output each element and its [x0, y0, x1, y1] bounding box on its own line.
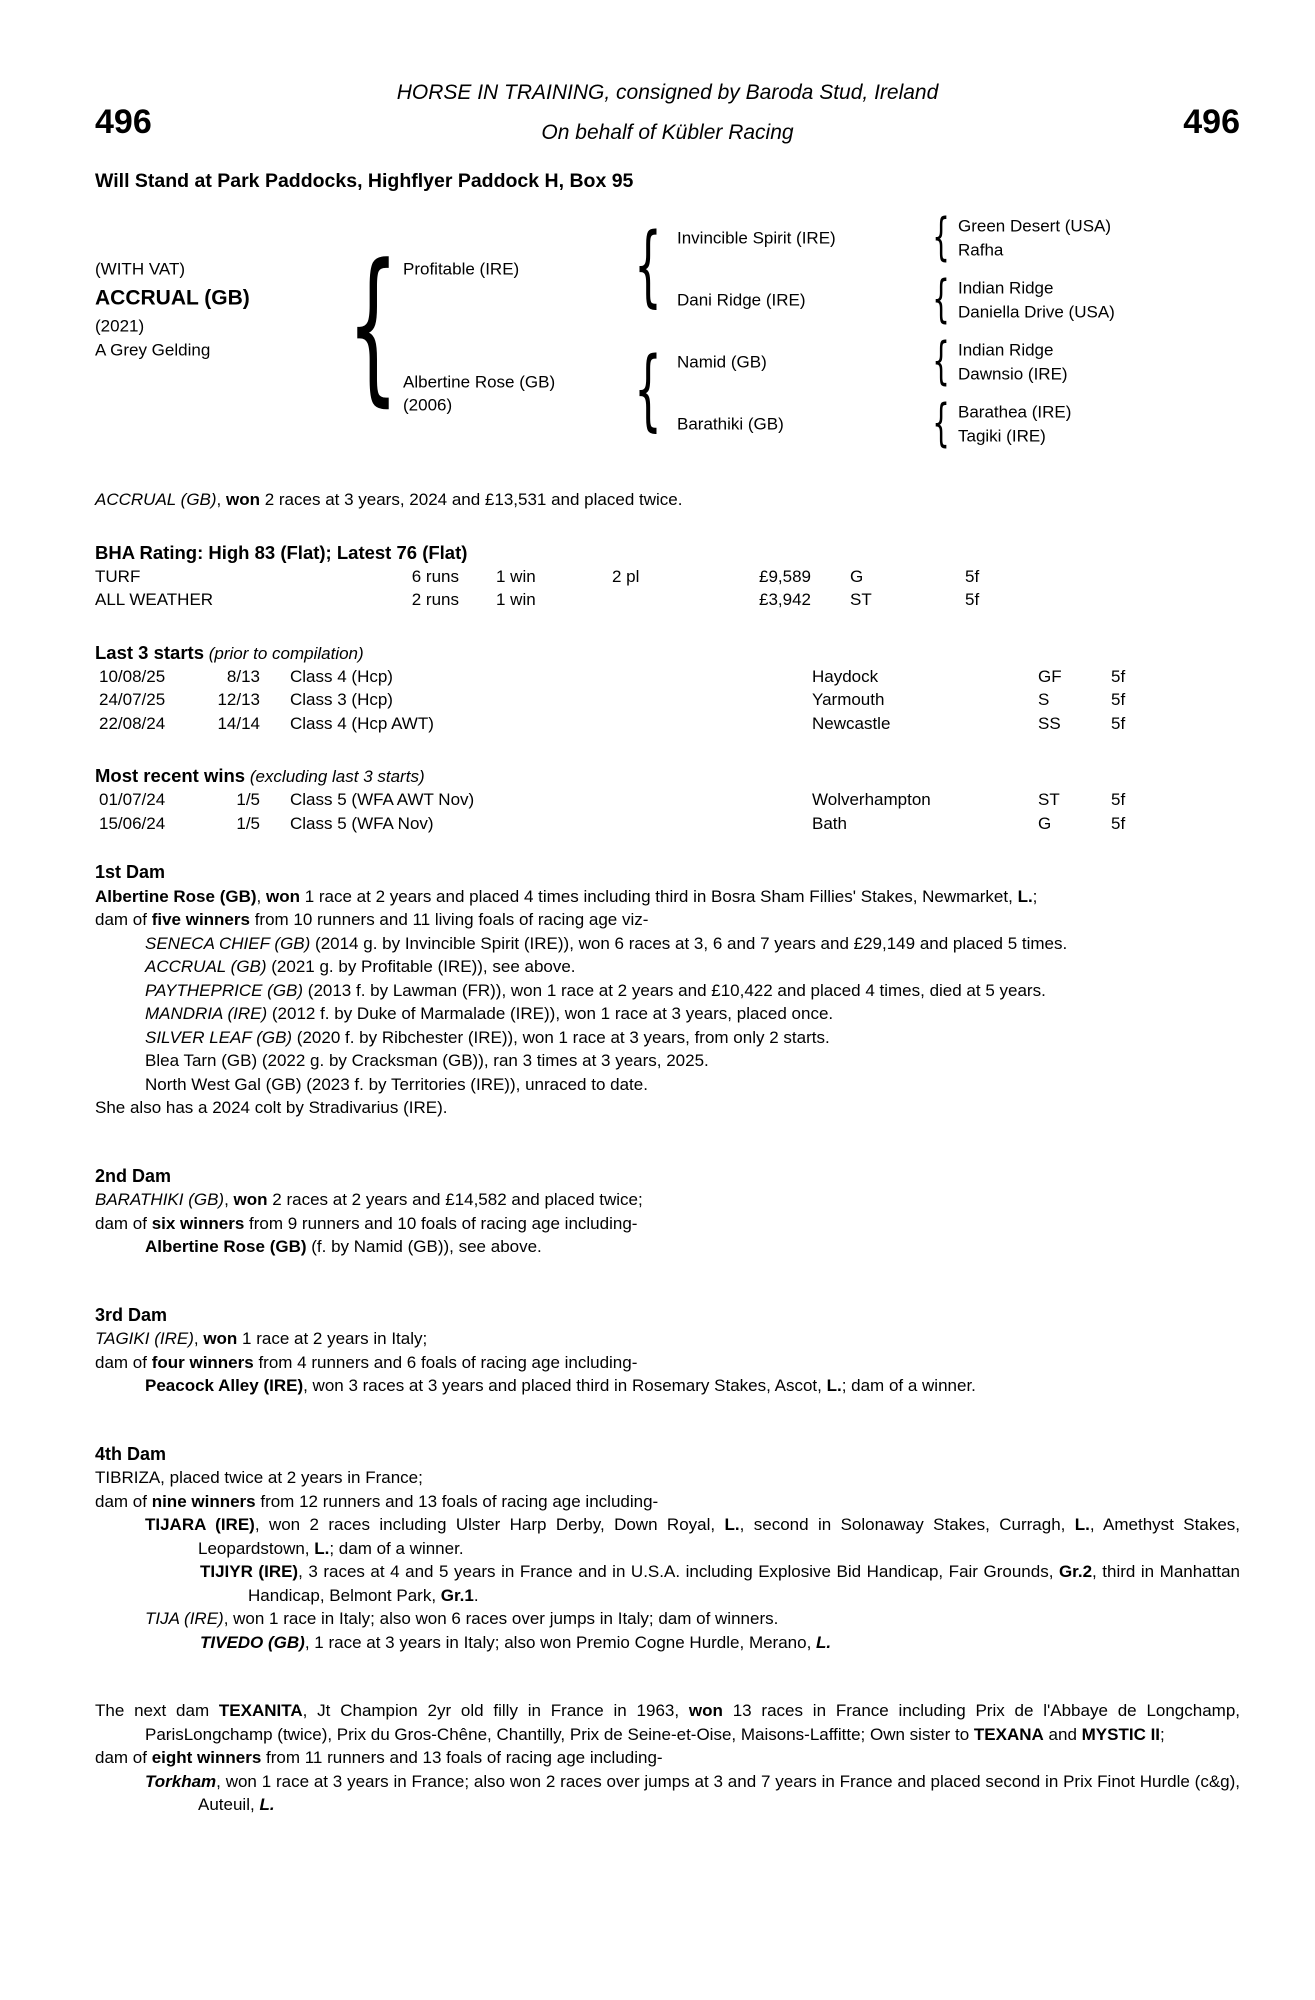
text-run: eight winners [151, 1748, 262, 1767]
finish-position: 12/13 [217, 690, 260, 709]
going-code: ST [1038, 790, 1060, 809]
consignor-line: HORSE IN TRAINING, consigned by Baroda Stud, Ireland [396, 81, 939, 104]
race-row [95, 665, 1240, 689]
text-run: L. [724, 1515, 740, 1534]
race-row [95, 712, 1240, 736]
text-run: TIBRIZA, placed twice at 2 years in France; [95, 1468, 423, 1487]
earnings-value: £3,942 [759, 590, 811, 609]
section-paragraph [95, 1770, 1240, 1817]
text-run: TEXANITA [218, 1701, 303, 1720]
text-run: (2013 f. by Lawman (FR)), won 1 race at 2 years and £10,422 and placed 4 times, died at 5 years. [303, 980, 1046, 1000]
distance-value: 5f [965, 590, 980, 609]
race-class: Class 5 (WFA AWT Nov) [290, 790, 475, 809]
text-run: PAYTHEPRICE (GB) [145, 980, 304, 1000]
race-class: Class 4 (Hcp) [290, 666, 393, 686]
text-run: TIJA (IRE) [145, 1609, 224, 1628]
bha-row [95, 565, 1240, 589]
text-run: from 9 runners and 10 foals of racing age including- [244, 1213, 638, 1233]
race-row [95, 812, 1240, 836]
text-run: ; dam of a winner. [329, 1538, 464, 1558]
distance-value: 5f [1111, 690, 1126, 709]
pedigree-great-grandparent: Rafha [958, 239, 1004, 259]
text-run: won [233, 1190, 268, 1209]
text-run: ACCRUAL (GB) [145, 957, 267, 976]
text-run: L. [1017, 886, 1033, 906]
distance-value: 5f [1111, 713, 1126, 733]
earnings-value: £9,589 [759, 566, 811, 586]
finish-position: 8/13 [226, 666, 260, 686]
text-run: , won 1 race at 3 years in France; also won 2 races over jumps at 3 and 7 years in France and placed second in Prix Finot Hurdle (c&g), Auteuil, [198, 1771, 1240, 1814]
pedigree-brace-gg4 [932, 396, 950, 447]
text-run: MYSTIC II [1081, 1724, 1161, 1744]
text-run: Gr.1 [440, 1585, 474, 1605]
pedigree-dam-year: (2006) [403, 394, 453, 414]
text-run: from 4 runners and 6 foals of racing age including- [253, 1352, 638, 1372]
pedigree-section [95, 1304, 1240, 1398]
racecourse: Haydock [812, 666, 879, 686]
page-header [95, 0, 1240, 146]
last-starts-note: (prior to compilation) [204, 643, 364, 663]
text-run: dam of [95, 1213, 152, 1233]
section-paragraph [95, 1026, 1240, 1050]
text-run: ; dam of a winner. [841, 1376, 976, 1395]
going-code: S [1038, 690, 1050, 709]
text-run: (f. by Namid (GB)), see above. [306, 1237, 542, 1256]
pedigree-brace-gen1 [347, 242, 399, 408]
section-paragraph [95, 1188, 1240, 1212]
surface-label: TURF [95, 566, 141, 586]
text-run: TIVEDO (GB) [200, 1632, 305, 1652]
text-run: (2021 g. by Profitable (IRE)), see above. [266, 957, 576, 976]
lot-number-left: 496 [95, 103, 152, 141]
race-date: 01/07/24 [99, 790, 166, 809]
text-run: 2 races at 3 years, 2024 and £13,531 and placed twice. [260, 489, 683, 509]
text-run: , [216, 489, 226, 509]
pedigree-great-grandparent: Indian Ridge [958, 339, 1054, 359]
text-run: SENECA CHIEF (GB) [145, 933, 311, 953]
text-run: six winners [151, 1213, 245, 1233]
race-row [95, 688, 1240, 712]
text-run: L. [259, 1795, 275, 1814]
recent-wins-heading: Most recent wins [95, 765, 246, 786]
section-paragraph [95, 1351, 1240, 1375]
going-code: SS [1038, 713, 1061, 733]
text-run: , [256, 886, 266, 906]
pedigree-section [95, 1165, 1240, 1259]
text-run: L. [826, 1376, 842, 1395]
distance-value: 5f [1111, 790, 1126, 809]
going-code: G [1038, 813, 1052, 833]
surface-label: ALL WEATHER [95, 590, 214, 609]
pedigree-great-grandparent: Daniella Drive (USA) [958, 301, 1115, 321]
text-run: 1 race at 2 years and placed 4 times including third in Bosra Sham Fillies' Stakes, Newmarket, [299, 886, 1018, 906]
pedigree-great-grandparent: Dawnsio (IRE) [958, 363, 1068, 383]
text-run: The next dam [95, 1701, 219, 1720]
racecourse: Wolverhampton [812, 790, 931, 809]
section-paragraph [95, 1560, 1240, 1607]
horse-description: A Grey Gelding [95, 339, 211, 359]
text-run: Torkham [145, 1771, 217, 1791]
text-run: Albertine Rose (GB) [95, 886, 257, 906]
text-run: , Jt Champion 2yr old filly in France in 1963, [302, 1701, 689, 1720]
text-run: won [203, 1329, 238, 1348]
distance-value: 5f [965, 566, 980, 586]
section-paragraph [95, 1490, 1240, 1514]
text-run: . [473, 1585, 479, 1605]
text-run: L. [314, 1538, 330, 1558]
recent-wins-block [95, 764, 1240, 835]
section-paragraph [95, 1212, 1240, 1236]
race-record-summary [95, 488, 1240, 512]
section-paragraph [95, 955, 1240, 979]
text-run: She also has a 2024 colt by Stradivarius (IRE). [95, 1098, 448, 1117]
section-paragraph [95, 1746, 1240, 1770]
text-run: , won 1 race in Italy; also won 6 races over jumps in Italy; dam of winners. [223, 1609, 779, 1628]
going-code: GF [1038, 666, 1062, 686]
race-class: Class 5 (WFA Nov) [290, 813, 434, 833]
text-run: , 3 races at 4 and 5 years in France and in U.S.A. including Explosive Bid Handicap, Fair Grounds, [298, 1562, 1059, 1581]
section-paragraph [95, 932, 1240, 956]
text-run: won [226, 489, 260, 509]
distance-value: 5f [1111, 666, 1126, 686]
text-run: nine winners [151, 1491, 256, 1511]
section-heading: 4th Dam [95, 1443, 167, 1464]
text-run: (2014 g. by Invincible Spirit (IRE)), won 6 races at 3, 6 and 7 years and £29,149 and placed 5 times. [310, 933, 1068, 953]
pedigree-grandparent: Invincible Spirit (IRE) [677, 227, 836, 247]
pedigree-great-grandparent: Indian Ridge [958, 277, 1054, 297]
race-class: Class 4 (Hcp AWT) [290, 713, 434, 733]
finish-position: 1/5 [236, 790, 260, 809]
race-date: 22/08/24 [99, 713, 166, 733]
bha-rating-block [95, 541, 1240, 612]
pedigree-great-grandparent: Barathea (IRE) [958, 401, 1072, 421]
finish-position: 14/14 [217, 713, 260, 733]
last-starts-block [95, 641, 1240, 736]
racecourse: Newcastle [812, 713, 891, 733]
section-paragraph [95, 1327, 1240, 1351]
text-run: Peacock Alley (IRE) [145, 1376, 304, 1395]
pedigree-table [95, 212, 1240, 452]
on-behalf-line: On behalf of Kübler Racing [541, 121, 794, 144]
section-paragraph [95, 979, 1240, 1003]
section-paragraph [95, 1699, 1240, 1746]
text-run: MANDRIA (IRE) [145, 1004, 268, 1023]
section-paragraph [95, 1073, 1240, 1097]
going-code: ST [850, 590, 872, 609]
text-run: from 10 runners and 11 living foals of racing age viz- [249, 910, 649, 929]
text-run: , [193, 1329, 204, 1348]
text-run: Blea Tarn (GB) (2022 g. by Cracksman (GB)), ran 3 times at 3 years, 2025. [145, 1051, 709, 1070]
pedigree-section [95, 861, 1240, 1120]
race-date: 10/08/25 [99, 666, 166, 686]
text-run: 13 races in France including Prix de l'Abbaye de Longchamp, ParisLongchamp (twice), Prix du Gros-Chêne, Chantilly, Prix de Seine-et-Oise, Maisons-Laffitte; Own sister to [145, 1701, 1241, 1744]
pedigree-section [95, 1699, 1240, 1817]
text-run: SILVER LEAF (GB) [145, 1027, 293, 1047]
section-paragraph [95, 908, 1240, 932]
dam-sections [95, 861, 1240, 1817]
race-row [95, 788, 1240, 812]
stand-location-line: Will Stand at Park Paddocks, Highflyer Paddock H, Box 95 [95, 170, 634, 192]
text-run: TAGIKI (IRE) [95, 1329, 194, 1348]
text-run: TIJIYR (IRE) [200, 1562, 299, 1581]
text-run: BARATHIKI (GB) [95, 1190, 225, 1209]
section-paragraph [95, 1002, 1240, 1026]
recent-wins-note: (excluding last 3 starts) [245, 767, 425, 786]
section-paragraph [95, 1049, 1240, 1073]
text-run: 1 race at 2 years in Italy; [237, 1329, 428, 1348]
text-run: ACCRUAL (GB) [95, 489, 217, 509]
pedigree-sire: Profitable (IRE) [403, 258, 520, 278]
text-run: L. [816, 1632, 832, 1652]
pedigree-great-grandparent: Green Desert (USA) [958, 215, 1112, 235]
race-class: Class 3 (Hcp) [290, 690, 393, 709]
text-run: dam of [95, 1352, 152, 1372]
section-heading: 1st Dam [95, 862, 166, 882]
pedigree-great-grandparent: Tagiki (IRE) [958, 425, 1046, 445]
text-run: won [688, 1701, 723, 1720]
text-run: , 1 race at 3 years in Italy; also won Premio Cogne Hurdle, Merano, [304, 1632, 817, 1652]
bha-row [95, 588, 1240, 612]
text-run: , third in Manhattan Handicap, Belmont Park, [248, 1562, 1240, 1605]
race-date: 15/06/24 [99, 813, 166, 833]
text-run: dam of [95, 910, 152, 929]
section-paragraph [95, 1466, 1240, 1490]
racecourse: Yarmouth [812, 690, 885, 709]
racecourse: Bath [812, 813, 847, 833]
distance-value: 5f [1111, 813, 1126, 833]
section-heading: 2nd Dam [95, 1165, 172, 1186]
text-run: , second in Solonaway Stakes, Curragh, [739, 1515, 1075, 1534]
wins-count: 1 win [496, 590, 536, 609]
finish-position: 1/5 [236, 813, 260, 833]
text-run: Gr.2 [1058, 1562, 1093, 1581]
text-run: , Amethyst Stakes, Leopardstown, [198, 1515, 1240, 1558]
text-run: North West Gal (GB) (2023 f. by Territories (IRE)), unraced to date. [145, 1074, 648, 1094]
text-run: 2 races at 2 years and £14,582 and placed twice; [267, 1190, 643, 1209]
section-paragraph [95, 1607, 1240, 1631]
places-count: 2 pl [612, 566, 640, 586]
section-heading: 3rd Dam [95, 1304, 168, 1325]
pedigree-brace-gg1 [932, 210, 950, 261]
bha-rating-heading: BHA Rating: High 83 (Flat); Latest 76 (Flat) [95, 542, 468, 563]
text-run: , won 2 races including Ulster Harp Derby, Down Royal, [254, 1515, 725, 1534]
race-date: 24/07/25 [99, 690, 166, 709]
pedigree-grandparent: Namid (GB) [677, 351, 767, 371]
text-run: , won 3 races at 3 years and placed third in Rosemary Stakes, Ascot, [303, 1376, 827, 1395]
pedigree-brace-dam [634, 345, 662, 433]
text-run: ; [1160, 1724, 1165, 1744]
last-starts-heading: Last 3 starts [95, 641, 204, 663]
text-run: TEXANA [973, 1724, 1044, 1744]
pedigree-grandparent: Barathiki (GB) [677, 413, 784, 433]
pedigree-grandparent: Dani Ridge (IRE) [677, 289, 806, 309]
text-run: L. [1074, 1515, 1090, 1534]
text-run: won [265, 886, 300, 906]
text-run: , [224, 1190, 234, 1209]
text-run: from 11 runners and 13 foals of racing age including- [261, 1748, 663, 1767]
section-paragraph [95, 885, 1240, 909]
runs-count: 6 runs [411, 566, 459, 586]
text-run: and [1043, 1724, 1082, 1744]
text-run: from 12 runners and 13 foals of racing age including- [255, 1491, 659, 1511]
text-run: five winners [151, 910, 250, 929]
text-run: ; [1032, 886, 1038, 906]
pedigree-brace-gg3 [932, 334, 950, 385]
text-run: (2020 f. by Ribchester (IRE)), won 1 race at 3 years, from only 2 starts. [292, 1027, 830, 1047]
runs-count: 2 runs [411, 590, 459, 609]
going-code: G [850, 566, 864, 586]
text-run: dam of [95, 1491, 152, 1511]
text-run: Albertine Rose (GB) [145, 1237, 307, 1256]
text-run: TIJARA (IRE) [145, 1515, 255, 1534]
text-run: four winners [151, 1352, 254, 1372]
pedigree-brace-sire [634, 221, 662, 309]
section-paragraph [95, 1513, 1240, 1560]
wins-count: 1 win [496, 566, 536, 586]
vat-note: (WITH VAT) [95, 258, 186, 278]
section-paragraph [95, 1235, 1240, 1259]
section-paragraph [95, 1631, 1240, 1655]
pedigree-dam: Albertine Rose (GB) [403, 371, 556, 391]
text-run: dam of [95, 1748, 152, 1767]
horse-name: ACCRUAL (GB) [95, 285, 250, 309]
section-paragraph [95, 1096, 1240, 1120]
section-paragraph [95, 1374, 1240, 1398]
pedigree-brace-gg2 [932, 272, 950, 323]
lot-number-right: 496 [1183, 103, 1240, 141]
pedigree-section [95, 1443, 1240, 1655]
text-run: (2012 f. by Duke of Marmalade (IRE)), won 1 race at 3 years, placed once. [267, 1004, 834, 1023]
horse-year: (2021) [95, 315, 145, 335]
